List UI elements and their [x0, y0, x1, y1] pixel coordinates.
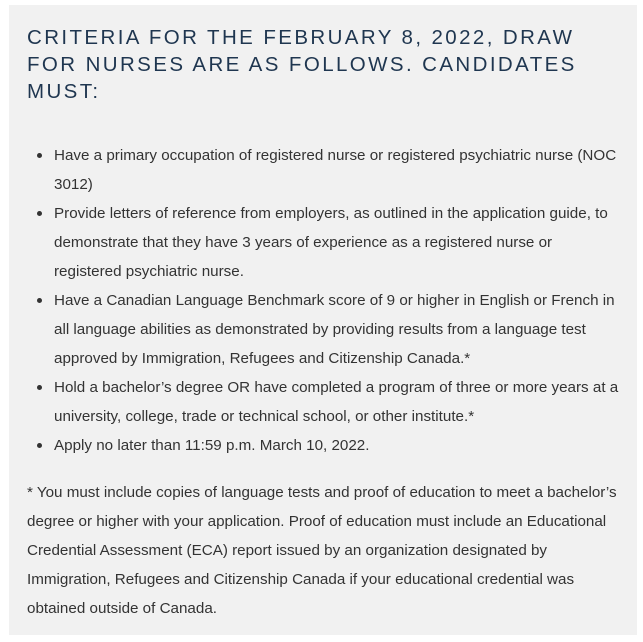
bullet-icon	[37, 385, 42, 390]
criteria-item-text: Apply no later than 11:59 p.m. March 10, 2022.	[54, 437, 370, 454]
criteria-heading: CRITERIA FOR THE FEBRUARY 8, 2022, DRAW FOR NURSES ARE AS FOLLOWS. CANDIDATES MUST:	[27, 26, 577, 103]
criteria-item-occupation	[27, 141, 619, 199]
bullet-icon	[37, 298, 42, 303]
criteria-item-text: Have a Canadian Language Benchmark score of 9 or higher in English or French in all language abilities as demonstrated by providing results from a language test approved by Immigration, Refugees and Citizenship Canada.*	[54, 292, 615, 367]
criteria-item-text: Have a primary occupation of registered nurse or registered psychiatric nurse (NOC 3012)	[54, 147, 617, 193]
bullet-icon	[37, 211, 42, 216]
education-footnote: * You must include copies of language tests and proof of education to meet a bachelor’s degree or higher with your application. Proof of education must include an Educational Credential Assessment (ECA) report issued by an organization designated by Immigration, Refugees and Citizenship Canada if your educational credential was obtained outside of Canada.	[27, 484, 617, 617]
bullet-icon	[37, 153, 42, 158]
criteria-card	[9, 5, 637, 635]
criteria-item-education	[27, 373, 619, 431]
criteria-list	[27, 141, 619, 460]
criteria-item-text: Provide letters of reference from employers, as outlined in the application guide, to demonstrate that they have 3 years of experience as a registered nurse or registered psychiatric nurse.	[54, 205, 608, 280]
criteria-item-text: Hold a bachelor’s degree OR have completed a program of three or more years at a university, college, trade or technical school, or other institute.*	[54, 379, 619, 425]
bullet-icon	[37, 443, 42, 448]
criteria-item-language	[27, 286, 619, 373]
criteria-item-deadline	[27, 431, 619, 460]
criteria-item-references	[27, 199, 619, 286]
